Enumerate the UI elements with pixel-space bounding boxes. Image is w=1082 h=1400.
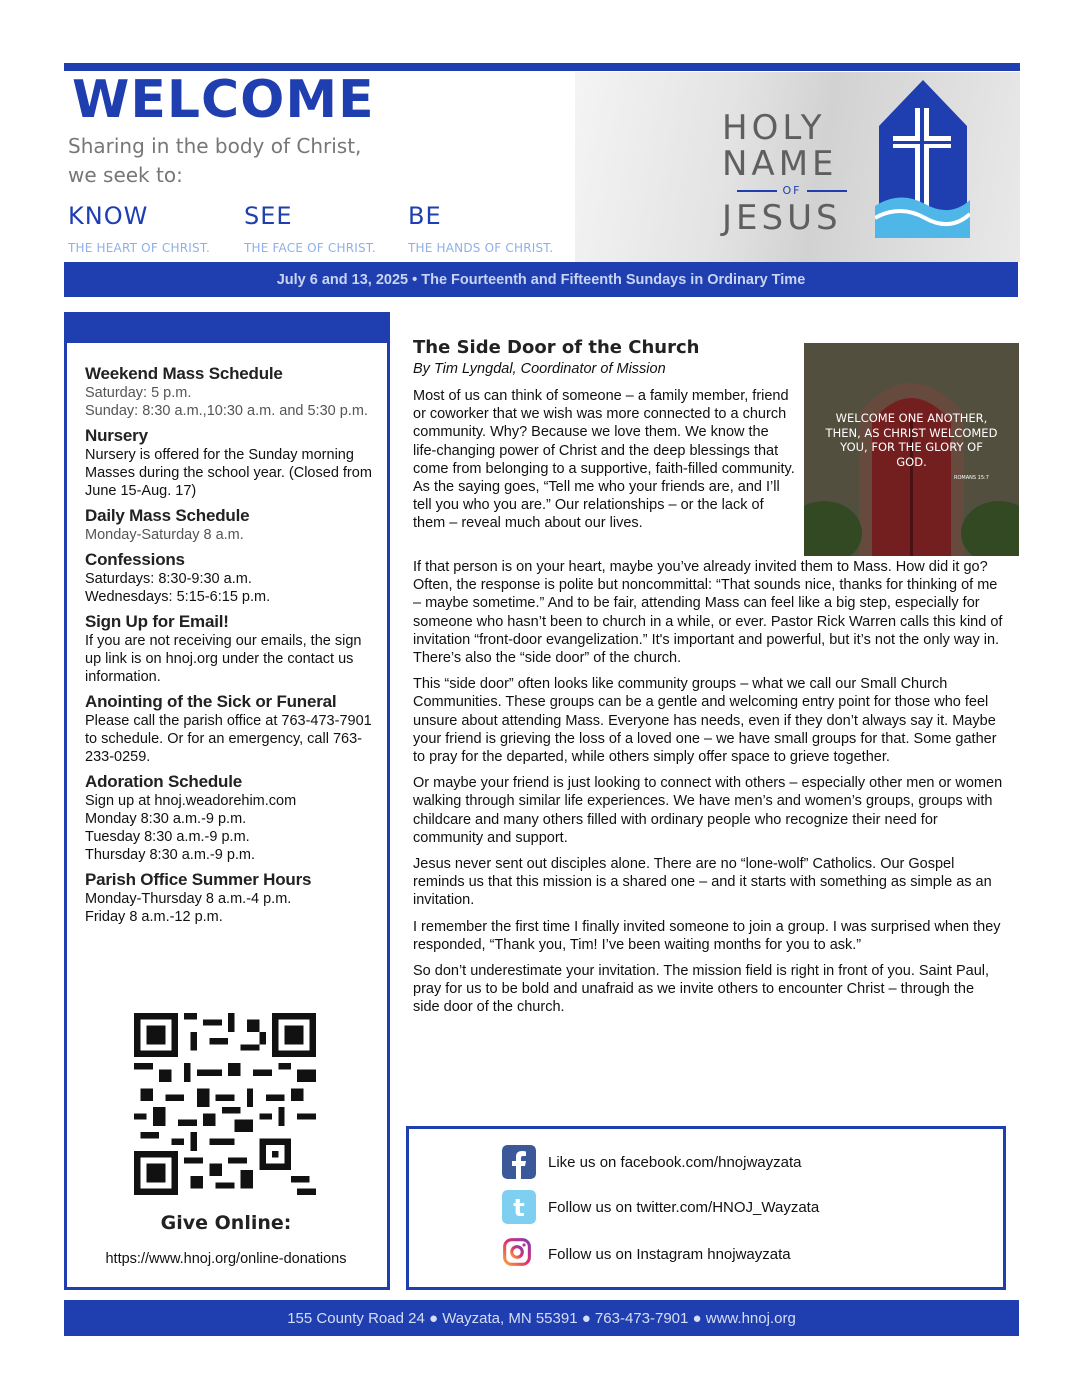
article-title: The Side Door of the Church	[413, 337, 700, 358]
facebook-icon[interactable]	[502, 1145, 536, 1179]
section-heading: Nursery	[85, 426, 148, 445]
pillar-be: BE	[408, 202, 442, 230]
pillar-see-sub: THE FACE OF CHRIST.	[244, 241, 376, 255]
tagline-line-2: we seek to:	[68, 163, 183, 187]
logo-of: OF	[722, 184, 862, 197]
section-heading: Anointing of the Sick or Funeral	[85, 692, 337, 711]
section-heading: Adoration Schedule	[85, 772, 242, 791]
section-line: Nursery is offered for the Sunday morning Masses during the school year. (Closed from June 15-Aug. 17)	[85, 447, 372, 499]
pillar-know: KNOW	[68, 202, 149, 230]
section-adoration	[85, 772, 377, 864]
article-paragraph: I remember the first time I finally invited someone to join a group. I was surprised when they responded, “Thank you, Tim! I’ve been waiting months for you to ask.”	[413, 918, 1001, 953]
sidebar-info	[85, 364, 377, 932]
pillar-know-sub: THE HEART OF CHRIST.	[68, 241, 210, 255]
instagram-icon[interactable]	[502, 1237, 532, 1267]
pillar-be-sub: THE HANDS OF CHRIST.	[408, 241, 554, 255]
article-paragraph: So don’t underestimate your invitation. The mission field is right in front of you. Saint Paul, pray for us to be bold and unafraid as we invite others to encounter Christ – through the side door of the church.	[413, 963, 990, 1016]
section-line: Friday 8 a.m.-12 p.m.	[85, 909, 223, 925]
section-line: Saturday: 5 p.m.	[85, 385, 192, 401]
logo-jesus: JESUS	[722, 198, 842, 238]
article-paragraph: Most of us can think of someone – a family member, friend or coworker that we wish was more connected to a church community. Why? Because we love them. We know the life-changing power of Christ and the deep blessings that come from belonging to a supportive, faith-filled community. As the saying goes, “Tell me who your friends are, and I’ll tell you who you are.” Our relationships – or the lack of them – reveal much about our lives.	[413, 388, 795, 532]
section-heading: Daily Mass Schedule	[85, 506, 250, 525]
welcome-heading: WELCOME	[72, 70, 375, 130]
facebook-row[interactable]	[502, 1145, 922, 1181]
section-line: Saturdays: 8:30-9:30 a.m.	[85, 571, 252, 587]
facebook-link[interactable]: Like us on facebook.com/hnojwayzata	[548, 1154, 802, 1171]
section-heading: Sign Up for Email!	[85, 612, 229, 631]
article-byline: By Tim Lyngdal, Coordinator of Mission	[413, 361, 666, 377]
image-quote: WELCOME ONE ANOTHER, THEN, AS CHRIST WELCOMED YOU, FOR THE GLORY OF GOD.	[825, 411, 998, 469]
article-body	[413, 558, 1003, 1025]
section-weekend-mass	[85, 364, 377, 420]
section-anointing	[85, 692, 377, 766]
give-online-link[interactable]: https://www.hnoj.org/online-donations	[105, 1251, 347, 1267]
give-online-label: Give Online:	[160, 1212, 292, 1234]
section-line: Wednesdays: 5:15-6:15 p.m.	[85, 589, 271, 605]
date-bar: July 6 and 13, 2025 • The Fourteenth and Fifteenth Sundays in Ordinary Time	[64, 262, 1018, 297]
article-paragraph: This “side door” often looks like community groups – what we call our Small Church Communities. These groups can be a gentle and welcoming entry point for those who feel unsure about attending Mass. Everyone has needs, even if they don’t always say it. Maybe your friend is grieving the loss of a loved one – we have small groups for that. Some gather to pray for the departed, while others simply offer space to grieve together.	[413, 676, 997, 766]
image-ref: ROMANS 15:7	[954, 475, 989, 481]
section-confessions	[85, 550, 377, 606]
pillar-see: SEE	[244, 202, 293, 230]
article-paragraph: Or maybe your friend is just looking to connect with others – especially other men or women walking through similar life experiences. We have men’s and women’s groups, groups with childcare and many others filled with ordinary people who recognize their need for community and support.	[413, 775, 1003, 846]
article-body-top	[413, 387, 795, 541]
sidebar-header-bar	[64, 312, 390, 343]
section-office-hours	[85, 870, 377, 926]
donation-qr-code[interactable]	[134, 1013, 316, 1195]
section-line: Tuesday 8:30 a.m.-9 p.m.	[85, 829, 250, 845]
twitter-row[interactable]	[502, 1190, 922, 1226]
tagline-line-1: Sharing in the body of Christ,	[68, 134, 362, 158]
section-line: Sign up at hnoj.weadorehim.com	[85, 793, 297, 809]
section-line: Please call the parish office at 763-473-7901 to schedule. Or for an emergency, call 763-233-0259.	[85, 713, 372, 765]
church-door-image	[804, 343, 1019, 556]
logo-holy: HOLY	[722, 108, 826, 148]
twitter-link[interactable]: Follow us on twitter.com/HNOJ_Wayzata	[548, 1199, 820, 1216]
section-line: Sunday: 8:30 a.m.,10:30 a.m. and 5:30 p.m.	[85, 403, 368, 419]
section-line: Thursday 8:30 a.m.-9 p.m.	[85, 847, 256, 863]
section-line: Monday-Thursday 8 a.m.-4 p.m.	[85, 891, 292, 907]
section-heading: Parish Office Summer Hours	[85, 870, 312, 889]
section-email-signup	[85, 612, 377, 686]
instagram-row[interactable]	[502, 1237, 922, 1273]
instagram-link[interactable]: Follow us on Instagram hnojwayzata	[548, 1246, 791, 1263]
footer-contact-bar: 155 County Road 24 ● Wayzata, MN 55391 ● 763-473-7901 ● www.hnoj.org	[64, 1300, 1019, 1336]
section-line: Monday-Saturday 8 a.m.	[85, 527, 244, 543]
logo-church-cross-icon	[875, 78, 970, 238]
section-nursery	[85, 426, 377, 500]
article-paragraph: Jesus never sent out disciples alone. There are no “lone-wolf” Catholics. Our Gospel reminds us that this mission is a shared one – and it starts with something as simple as an invitation.	[413, 856, 992, 909]
section-heading: Confessions	[85, 550, 185, 569]
parish-logo-wordmark	[722, 110, 862, 182]
section-line: If you are not receiving our emails, the sign up link is on hnoj.org under the contact us information.	[85, 633, 362, 685]
svg-text:t: t	[513, 1194, 525, 1222]
article-paragraph: If that person is on your heart, maybe you’ve already invited them to Mass. How did it go? Often, the response is polite but noncommittal: “That sounds nice, thanks for thinking of me – maybe sometime.” And to be fair, attending Mass can feel like a big step, especially for someone who hasn’t been to church in a while, or ever. Pastor Rick Warren calls this kind of invitation “front-door evangelization.” It's important and powerful, but it’s not the only way in. There’s also the “side door” of the church.	[413, 559, 1003, 667]
section-line: Monday 8:30 a.m.-9 p.m.	[85, 811, 247, 827]
tagline	[68, 132, 361, 190]
logo-name: NAME	[722, 144, 838, 184]
twitter-icon[interactable]	[502, 1190, 536, 1224]
section-heading: Weekend Mass Schedule	[85, 364, 283, 383]
section-daily-mass	[85, 506, 377, 544]
